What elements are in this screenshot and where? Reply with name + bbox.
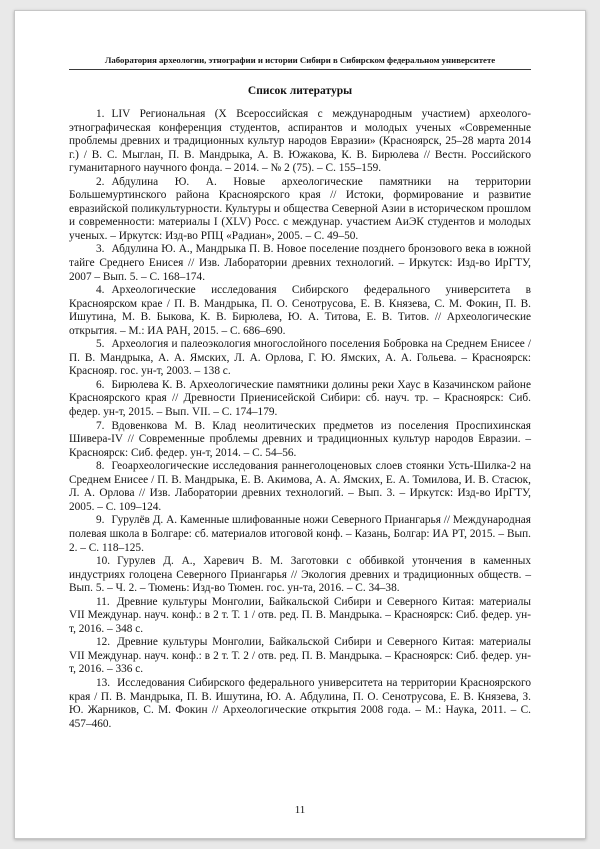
page-title: Список литературы (247, 85, 353, 97)
reference-text: Гурулёв Д. А. Каменные шлифованные ножи Северного Приангарья // Международная полевая школа в Болгаре: сб. материалов итоговой конф. – Казань, Болгар: ИА РТ, 2015. – Вып. 2. – С. 118–125. (69, 514, 531, 554)
reference-text: Археология и палеоэкология многослойного поселения Бобровка на Среднем Енисее / П. В. Мандрыка, А. А. Ямских, Л. А. Орлова, Г. Ю. Ямских, А. А. Гольева. – Красноярск: Краснояр. гос. ун-т, 2003. – 138 с. (69, 338, 531, 378)
reference-text: Археологические исследования Сибирского федерального университета в Красноярском крае / П. В. Мандрыка, П. О. Сенотрусова, Е. В. Князева, С. М. Фокин, П. В. Ишутина, М. В. Быкова, К. В. Бирюлева, Ю. А. Титова, Е. В. Титов. // Археологические открытия. – М.: ИА РАН, 2015. – С. 686–690. (69, 284, 531, 337)
header-rule (69, 69, 531, 70)
reference-text: Бирюлева К. В. Археологические памятники долины реки Хаус в Казачинском районе Красноярского края // Древности Приенисейской Сибири: сб. науч. тр. – Красноярск: Сиб. федер. ун-т, 2015. – Вып. VII. – С. 174–179. (69, 378, 531, 419)
reference-number: 9. (96, 514, 105, 527)
reference-item (69, 460, 531, 514)
reference-number: 5. (96, 338, 105, 351)
reference-item (69, 596, 531, 637)
reference-number: 3. (96, 243, 105, 256)
reference-number: 12. (96, 636, 111, 649)
reference-number: 7. (96, 419, 105, 432)
reference-number: 13. (96, 676, 111, 689)
reference-text: Абдулина Ю. А., Мандрыка П. В. Новое поселение позднего бронзового века в южной тайге Среднего Енисея // Изв. Лаборатории древних технологий. – Иркутск: Изд-во ИрГТУ, 2007 – Вып. 5. – С. 168–174. (69, 243, 531, 283)
reference-item (69, 420, 531, 461)
reference-item (69, 243, 531, 284)
page-number: 11 (294, 804, 306, 816)
reference-item (69, 176, 531, 244)
reference-item (69, 555, 531, 596)
reference-text: Вдовенкова М. В. Клад неолитических предметов из поселения Проспихинская Шивера-IV // Современные проблемы древних и традиционных культур народов Евразии. – Красноярск: Сиб. федер. ун-т, 2014. – С. 54–56. (69, 419, 531, 459)
reference-number: 8. (96, 460, 105, 473)
running-header: Лаборатория археологии, этнографии и истории Сибири в Сибирском федеральном университете (104, 55, 496, 65)
reference-list (69, 108, 531, 731)
reference-text: Древние культуры Монголии, Байкальской Сибири и Северного Китая: материалы VII Междунар. науч. конф.: в 2 т. Т. 2 / отв. ред. П. В. Мандрыка. – Красноярск: Сиб. федер. ун-т, 2016. – 336 с. (69, 636, 531, 676)
reference-number: 10. (96, 555, 111, 568)
reference-text: Исследования Сибирского федерального университета на территории Красноярского края / П. В. Мандрыка, П. В. Ишутина, Ю. А. Абдулина, П. О. Сенотрусова, Е. В. Князева, З. Ю. Жарников, С. М. Фокин // Археологические открытия 2008 года. – М.: Наука, 2011. – С. 457–460. (69, 676, 531, 730)
reference-number: 4. (96, 284, 105, 297)
reference-number: 11. (96, 595, 110, 608)
reference-text: LIV Региональная (X Всероссийская с международным участием) археолого-этнографическая конференция студентов, аспирантов и молодых ученых «Современные проблемы древних и традиционных культур народов Евразии» (Красноярск, 25–28 марта 2014 г.) / В. С. Мыглан, П. В. Мандрыка, А. В. Южакова, К. В. Бирюлева // Вестн. Российского гуманитарного научного фонда. – 2014. – № 2 (75). – С. 155–159. (69, 108, 531, 175)
reference-number: 6. (96, 378, 105, 391)
reference-text: Геоархеологические исследования раннеголоценовых слоев стоянки Усть-Шилка-2 на Среднем Енисее / П. В. Мандрыка, Е. В. Акимова, А. А. Ямских, Е. А. Томилова, И. В. Стасюк, Л. А. Орлова // Изв. Лаборатории древних технологий. – Вып. 3. – Иркутск: Изд-во ИрГТУ, 2005. – С. 109–124. (69, 460, 531, 513)
reference-item (69, 379, 531, 420)
reference-item (69, 284, 531, 338)
reference-text: Гурулев Д. А., Харевич В. М. Заготовки с оббивкой утончения в каменных индустриях голоцена Северного Приангарья // Экология древних и традиционных обществ. – Вып. 5. – Ч. 2. – Тюмень: Изд-во Тюмен. гос. ун-та, 2016. – С. 34–38. (69, 555, 531, 595)
reference-number: 2. (96, 175, 105, 188)
reference-item (69, 338, 531, 379)
reference-item (69, 636, 531, 677)
reference-item (69, 108, 531, 176)
reference-item (69, 514, 531, 555)
reference-text: Древние культуры Монголии, Байкальской Сибири и Северного Китая: материалы VII Междунар. науч. конф.: в 2 т. Т. 1 / отв. ред. П. В. Мандрыка. – Красноярск: Сиб. федер. ун-т, 2016. – 348 с. (69, 595, 531, 635)
reference-text: Абдулина Ю. А. Новые археологические памятники на территории Большемуртинского района Красноярского края // Истоки, формирование и развитие евразийской поликультурности. Культуры и общества Северной Азии в историческом прошлом и современности: материалы I (XLV) Росс. с междунар. участием АиЭК студентов и молодых ученых. – Иркутск: Изд-во РПЦ «Радиан», 2005. – С. 49–50. (69, 175, 531, 242)
reference-item (69, 677, 531, 731)
document-page (14, 10, 586, 839)
reference-number: 1. (96, 108, 105, 120)
